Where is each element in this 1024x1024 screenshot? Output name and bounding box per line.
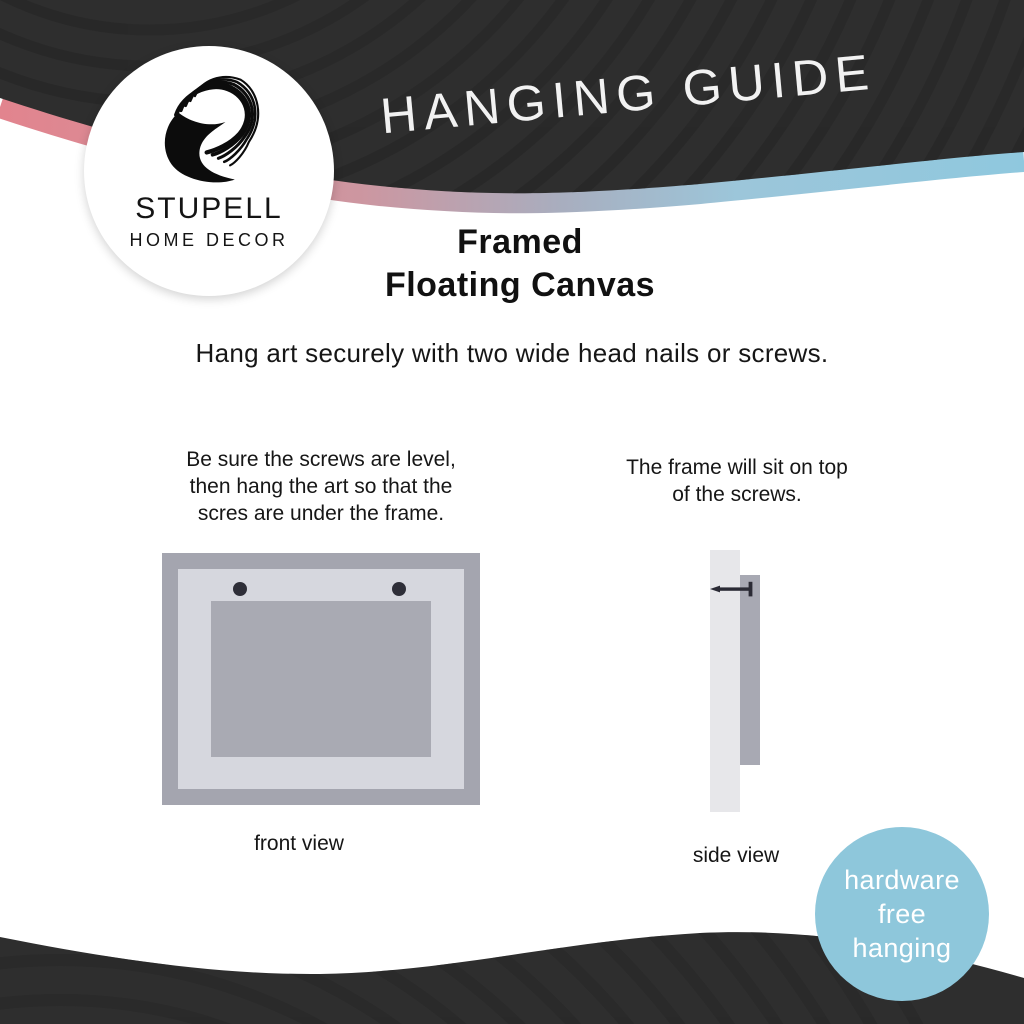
badge-line: hanging (852, 933, 952, 963)
screw-head-icon (392, 582, 406, 596)
front-instruction-line: scres are under the frame. (197, 502, 445, 525)
badge-line: hardware (844, 865, 960, 895)
frame-canvas (211, 601, 431, 757)
brand-logo-circle (84, 46, 334, 296)
front-instruction-line: then hang the art so that the (189, 475, 453, 498)
front-instruction-line: Be sure the screws are level, (186, 448, 456, 471)
frame-mat (178, 569, 464, 789)
product-title-line2: Floating Canvas (384, 266, 656, 304)
side-instruction-line: of the screws. (672, 483, 802, 506)
side-instruction-line: The frame will sit on top (626, 456, 848, 479)
front-view-caption: front view (254, 832, 344, 855)
product-subtitle: Hang art securely with two wide head nails or screws. (195, 338, 829, 368)
brand-tagline: HOME DECOR (129, 230, 289, 250)
screw-head-icon (233, 582, 247, 596)
front-instruction-text (146, 446, 496, 527)
front-view-diagram (162, 553, 480, 805)
hardware-free-badge (815, 827, 989, 1001)
nail-side-icon (705, 578, 760, 600)
product-title (260, 221, 780, 307)
side-view-frame-back-bar (740, 575, 760, 765)
product-title-line1: Framed (457, 223, 583, 261)
side-view-caption: side view (692, 844, 780, 867)
page-title: HANGING GUIDE (378, 43, 878, 145)
side-instruction-text (562, 454, 912, 508)
stupell-s-swirl-icon (148, 68, 270, 190)
brand-name: STUPELL (135, 192, 283, 225)
badge-line: free (877, 899, 927, 929)
